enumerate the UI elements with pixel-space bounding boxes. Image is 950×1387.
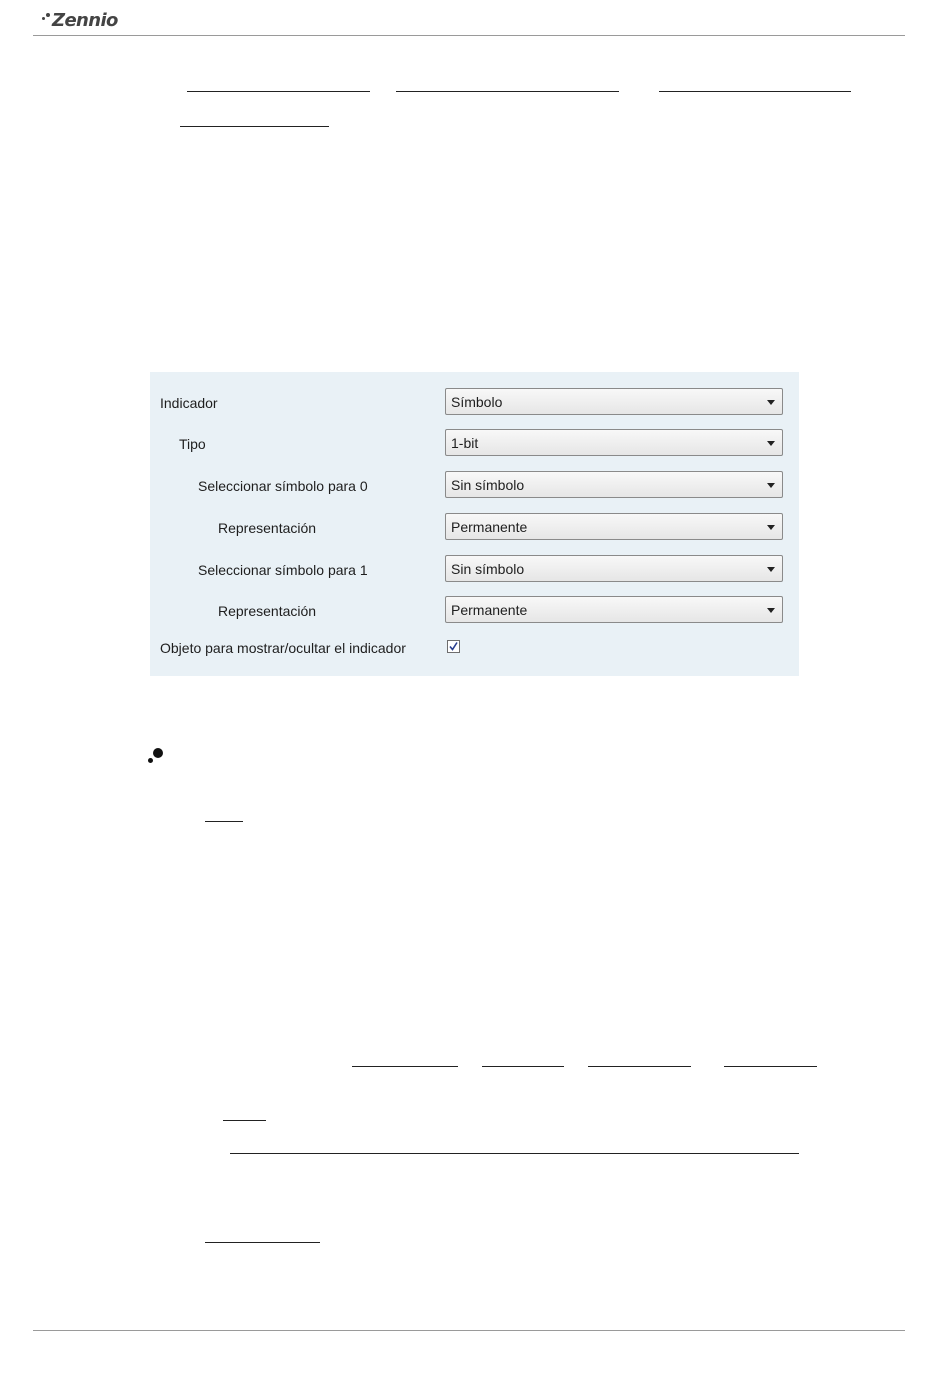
checkbox-label: Objeto para mostrar/ocultar el indicador: [160, 640, 406, 656]
param-label: Representación: [218, 520, 317, 536]
param-row-simbolo-1: [150, 555, 799, 585]
link-underline[interactable]: [205, 1242, 320, 1243]
param-label: Seleccionar símbolo para 1: [198, 562, 368, 578]
representacion-0-select[interactable]: [445, 513, 783, 540]
bullet-icon: [146, 748, 166, 768]
select-value: Sin símbolo: [451, 561, 525, 577]
tipo-select[interactable]: [445, 429, 783, 456]
link-underline[interactable]: [230, 1153, 799, 1154]
dropdown-arrow-icon: [767, 483, 775, 488]
link-underline[interactable]: [205, 821, 243, 822]
dropdown-arrow-icon: [767, 608, 775, 613]
select-value: 1-bit: [451, 435, 479, 451]
simbolo-1-select[interactable]: [445, 555, 783, 582]
dropdown-arrow-icon: [767, 525, 775, 530]
zennio-logo: [44, 10, 118, 31]
param-row-representacion-0: [150, 513, 799, 543]
param-row-tipo: [150, 429, 799, 459]
select-value: Permanente: [451, 602, 528, 618]
footer-divider: [33, 1330, 905, 1331]
link-underline[interactable]: [352, 1066, 458, 1067]
select-value: Permanente: [451, 519, 528, 535]
param-label: Indicador: [160, 395, 218, 411]
select-value: Símbolo: [451, 394, 503, 410]
param-label: Seleccionar símbolo para 0: [198, 478, 368, 494]
link-underline[interactable]: [180, 126, 329, 127]
param-row-representacion-1: [150, 596, 799, 626]
link-underline[interactable]: [659, 91, 851, 92]
link-underline[interactable]: [223, 1120, 266, 1121]
simbolo-0-select[interactable]: [445, 471, 783, 498]
param-label: Representación: [218, 603, 317, 619]
header-divider: [33, 35, 905, 36]
mostrar-ocultar-checkbox[interactable]: [447, 640, 460, 653]
link-underline[interactable]: [588, 1066, 691, 1067]
link-underline[interactable]: [396, 91, 619, 92]
param-row-simbolo-0: [150, 471, 799, 501]
select-value: Sin símbolo: [451, 477, 525, 493]
link-underline[interactable]: [187, 91, 370, 92]
logo-text: Zennio: [52, 10, 118, 31]
param-label: Tipo: [179, 436, 206, 452]
dropdown-arrow-icon: [767, 441, 775, 446]
dropdown-arrow-icon: [767, 400, 775, 405]
indicador-select[interactable]: [445, 388, 783, 415]
checkmark-icon: [448, 641, 459, 652]
logo-dots-icon: [42, 13, 50, 21]
dropdown-arrow-icon: [767, 567, 775, 572]
representacion-1-select[interactable]: [445, 596, 783, 623]
parameters-panel: [150, 372, 799, 676]
param-row-indicador: [150, 388, 799, 418]
link-underline[interactable]: [724, 1066, 817, 1067]
link-underline[interactable]: [482, 1066, 564, 1067]
